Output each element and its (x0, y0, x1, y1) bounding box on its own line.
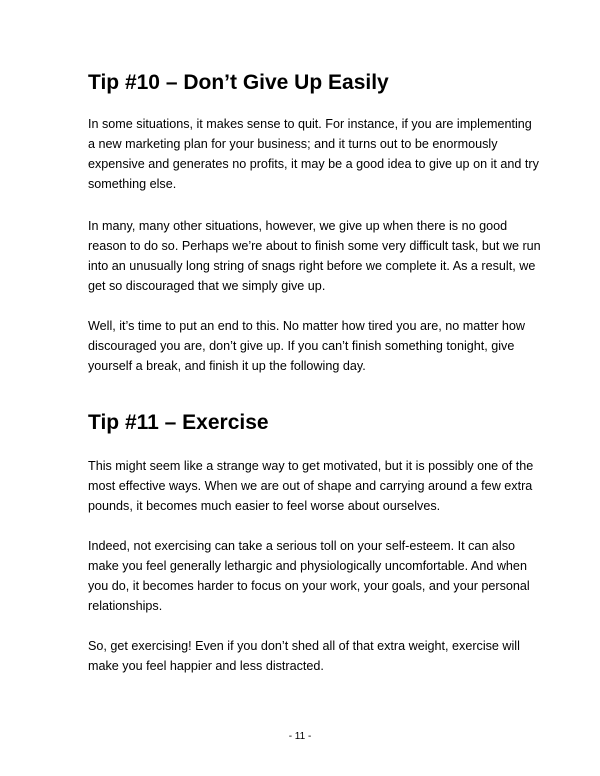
text-line: This might seem like a strange way to get motivated, but it is possibly one of the (88, 459, 534, 473)
text-line: yourself a break, and finish it up the following day. (88, 359, 366, 373)
paragraph (88, 316, 528, 376)
text-line: Well, it’s time to put an end to this. No matter how tired you are, no matter how (88, 319, 526, 333)
text-line: In many, many other situations, however, we give up when there is no good (88, 219, 508, 233)
section-heading: Tip #11 – Exercise (88, 411, 269, 434)
section-heading: Tip #10 – Don’t Give Up Easily (88, 71, 389, 94)
text-line: reason to do so. Perhaps we’re about to finish some very difficult task, but we run (88, 239, 541, 253)
text-line: relationships. (88, 599, 163, 613)
text-line: pounds, it becomes much easier to feel worse about ourselves. (88, 499, 441, 513)
paragraph (88, 114, 539, 194)
text-line: So, get exercising! Even if you don’t shed all of that extra weight, exercise will (88, 639, 520, 653)
text-line: In some situations, it makes sense to quit. For instance, if you are implementing (88, 117, 532, 131)
paragraph (88, 216, 541, 296)
text-line: expensive and generates no profits, it may be a good idea to give up on it and try (88, 157, 539, 171)
text-line: make you feel happier and less distracted. (88, 659, 324, 673)
page-number: - 11 - (288, 731, 312, 742)
paragraph (88, 536, 528, 616)
text-line: something else. (88, 177, 177, 191)
text-line: make you feel generally lethargic and physiologically uncomfortable. And when (88, 559, 527, 573)
text-line: get so discouraged that we simply give up. (88, 279, 326, 293)
text-line: a new marketing plan for your business; and it turns out to be enormously (88, 137, 498, 151)
paragraph (88, 456, 534, 516)
text-line: you do, it becomes harder to focus on your work, your goals, and your personal (88, 579, 530, 593)
text-line: into an unusually long string of snags right before we complete it. As a result, we (88, 259, 536, 273)
text-line: Indeed, not exercising can take a serious toll on your self-esteem. It can also (88, 539, 516, 553)
text-line: discouraged you are, don’t give up. If you can’t finish something tonight, give (88, 339, 515, 353)
text-line: most effective ways. When we are out of shape and carrying around a few extra (88, 479, 533, 493)
paragraph (88, 636, 528, 676)
